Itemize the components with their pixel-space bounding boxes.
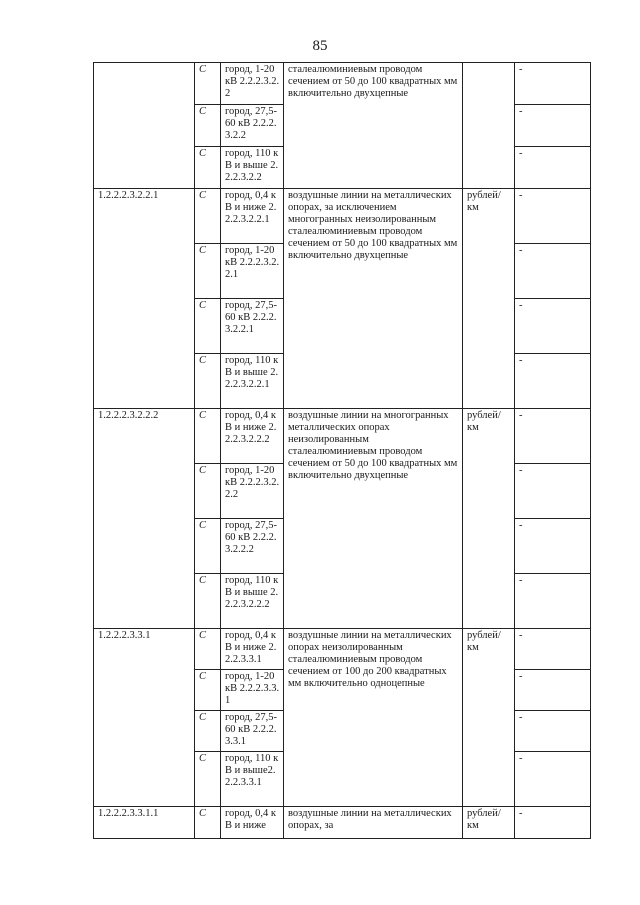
row-letter: С (195, 752, 221, 807)
region-cell: город, 1-20 кВ 2.2.2.3.2.2.2 (221, 464, 284, 519)
table-row (94, 189, 591, 244)
row-code: 1.2.2.2.3.3.1 (94, 629, 195, 807)
region-cell: город, 0,4 кВ и ниже 2.2.2.3.2.2.1 (221, 189, 284, 244)
value-cell: - (515, 189, 591, 244)
value-cell: - (515, 244, 591, 299)
region-cell: город, 110 кВ и выше2.2.2.3.3.1 (221, 752, 284, 807)
value-cell: - (515, 807, 591, 839)
table-row (94, 63, 591, 105)
row-letter: С (195, 147, 221, 189)
row-letter: С (195, 105, 221, 147)
value-cell: - (515, 629, 591, 670)
row-code: 1.2.2.2.3.2.2.1 (94, 189, 195, 409)
region-cell: город, 27,5-60 кВ 2.2.2.3.2.2.1 (221, 299, 284, 354)
region-cell: город, 0,4 кВ и ниже 2.2.2.3.2.2.2 (221, 409, 284, 464)
row-code: 1.2.2.2.3.2.2.2 (94, 409, 195, 629)
row-code (94, 63, 195, 189)
value-cell: - (515, 574, 591, 629)
table-row (94, 807, 591, 839)
value-cell: - (515, 464, 591, 519)
row-letter: С (195, 807, 221, 839)
value-cell: - (515, 519, 591, 574)
row-letter: С (195, 299, 221, 354)
page-number: 85 (312, 38, 328, 54)
value-cell: - (515, 711, 591, 752)
row-letter: С (195, 63, 221, 105)
unit-cell: рублей/км (463, 629, 515, 807)
row-code: 1.2.2.2.3.3.1.1 (94, 807, 195, 839)
row-letter: С (195, 629, 221, 670)
description-cell: воздушные линии на металлических опорах неизолированным сталеалюминиевым проводом сечением от 100 до 200 квадратных мм включительно одноцепные (284, 629, 463, 807)
value-cell: - (515, 354, 591, 409)
description-cell: воздушные линии на металлических опорах, за исключением многогранных неизолированным сталеалюминиевым проводом сечением от 50 до 100 квадратных мм включительно двухцепные (284, 189, 463, 409)
region-cell: город, 1-20 кВ 2.2.2.3.3.1 (221, 670, 284, 711)
value-cell: - (515, 299, 591, 354)
row-letter: С (195, 670, 221, 711)
description-cell: сталеалюминиевым проводом сечением от 50 до 100 квадратных мм включительно двухцепные (284, 63, 463, 189)
row-letter: С (195, 244, 221, 299)
region-cell: город, 110 кВ и выше 2.2.2.3.2.2 (221, 147, 284, 189)
region-cell: город, 27,5-60 кВ 2.2.2.3.3.1 (221, 711, 284, 752)
tariff-table (93, 62, 591, 839)
value-cell: - (515, 105, 591, 147)
value-cell: - (515, 409, 591, 464)
description-cell: воздушные линии на металлических опорах, за (284, 807, 463, 839)
row-letter: С (195, 464, 221, 519)
table-row (94, 409, 591, 464)
row-letter: С (195, 354, 221, 409)
row-letter: С (195, 574, 221, 629)
region-cell: город, 27,5-60 кВ 2.2.2.3.2.2.2 (221, 519, 284, 574)
value-cell: - (515, 670, 591, 711)
region-cell: город, 110 кВ и выше 2.2.2.3.2.2.1 (221, 354, 284, 409)
region-cell: город, 0,4 кВ и ниже 2.2.2.3.3.1 (221, 629, 284, 670)
value-cell: - (515, 147, 591, 189)
region-cell: город, 1-20 кВ 2.2.2.3.2.2 (221, 63, 284, 105)
table-row (94, 629, 591, 670)
region-cell: город, 1-20 кВ 2.2.2.3.2.2.1 (221, 244, 284, 299)
unit-cell: рублей/км (463, 189, 515, 409)
row-letter: С (195, 189, 221, 244)
value-cell: - (515, 63, 591, 105)
region-cell: город, 0,4 кВ и ниже (221, 807, 284, 839)
row-letter: С (195, 409, 221, 464)
region-cell: город, 110 кВ и выше 2.2.2.3.2.2.2 (221, 574, 284, 629)
unit-cell (463, 63, 515, 189)
description-cell: воздушные линии на многогранных металлических опорах неизолированным сталеалюминиевым проводом сечением от 50 до 100 квадратных мм включительно двухцепные (284, 409, 463, 629)
value-cell: - (515, 752, 591, 807)
row-letter: С (195, 711, 221, 752)
row-letter: С (195, 519, 221, 574)
unit-cell: рублей/км (463, 409, 515, 629)
unit-cell: рублей/км (463, 807, 515, 839)
region-cell: город, 27,5-60 кВ 2.2.2.3.2.2 (221, 105, 284, 147)
